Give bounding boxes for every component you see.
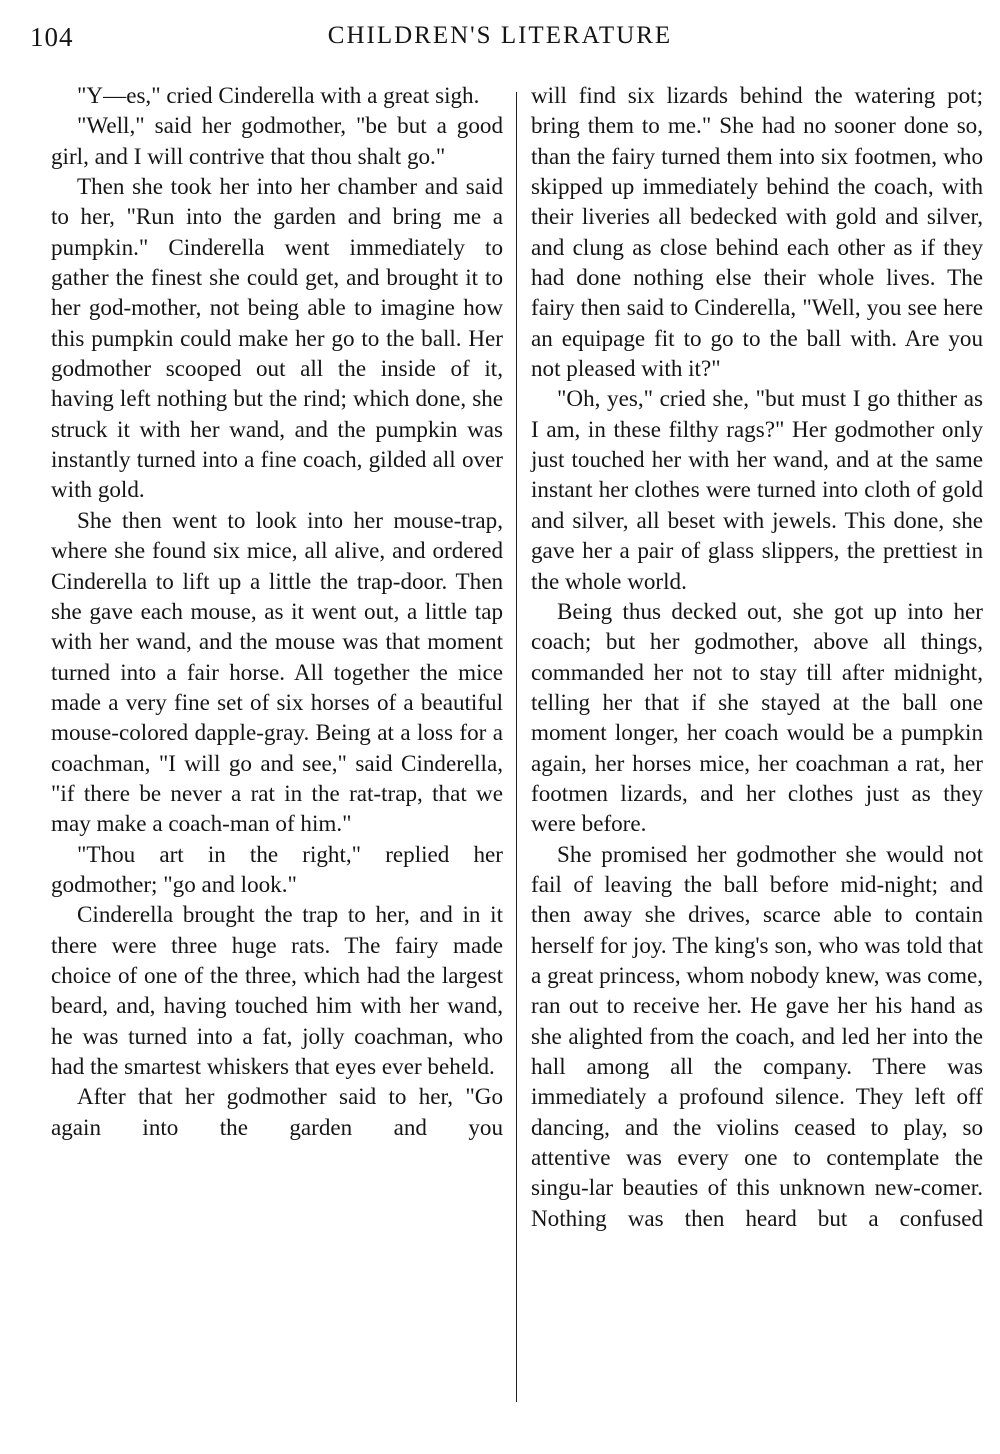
- paragraph: Being thus decked out, she got up into her coach; but her godmother, above all things, commanded her not to stay till after midnight, telling her that if she stayed at the ball one moment longer, her coach would be a pumpkin again, her horses mice, her coachman a rat, her footmen lizards, and her clothes just as they were before.: [531, 597, 983, 837]
- paragraph: Cinderella brought the trap to her, and in it there were three huge rats. The fairy made choice of one of the three, which had the largest beard, and, having touched him with her wand, he was turned into a fat, jolly coachman, who had the smartest whiskers that eyes ever beheld.: [51, 901, 503, 1079]
- paragraph: "Oh, yes," cried she, "but must I go thither as I am, in these filthy rags?" Her godmother only just touched her with her wand, and at the same instant her clothes were turned into cloth of gold and silver, all beset with jewels. This done, she gave her a pair of glass slippers, the prettiest in the whole world.: [531, 385, 983, 594]
- page-number: 104: [30, 22, 74, 52]
- left-column: [51, 80, 503, 1142]
- paragraph: "Thou art in the right," replied her godmother; "go and look.": [51, 840, 503, 897]
- paragraph: After that her godmother said to her, "Go again into the garden and you: [51, 1083, 503, 1140]
- paragraph: She then went to look into her mouse-trap, where she found six mice, all alive, and ordered Cinderella to lift up a little the trap-door. Then she gave each mouse, as it went out, a little tap with her wand, and the mouse was that moment turned into a fair horse. All together the mice made a very fine set of six horses of a beautiful mouse-colored dapple-gray. Being at a loss for a coachman, "I will go and see," said Cinderella, "if there be never a rat in the rat-trap, that we may make a coach-man of him.": [51, 506, 503, 837]
- running-head: CHILDREN'S LITERATURE: [327, 22, 673, 49]
- page-header: [30, 22, 990, 58]
- paragraph: will find six lizards behind the watering pot; bring them to me." She had no sooner done so, than the fairy turned them into six footmen, who skipped up immediately behind the coach, with their liveries all bedecked with gold and silver, and clung as close behind each other as if they had done nothing else their whole lives. The fairy then said to Cinderella, "Well, you see here an equipage fit to go to the ball with. Are you not pleased with it?": [531, 82, 983, 382]
- paragraph: "Well," said her godmother, "be but a good girl, and I will contrive that thou shalt go.": [51, 112, 503, 169]
- right-column: [531, 80, 983, 1233]
- paragraph: She promised her godmother she would not fail of leaving the ball before mid-night; and then away she drives, scarce able to contain herself for joy. The king's son, who was told that a great princess, whom nobody knew, was come, ran out to receive her. He gave her his hand as she alighted from the coach, and led her into the hall among all the company. There was immediately a profound silence. They left off dancing, and the violins ceased to play, so attentive was every one to contemplate the singu-lar beauties of this unknown new-comer. Nothing was then heard but a confused: [531, 840, 983, 1231]
- paragraph: Then she took her into her chamber and said to her, "Run into the garden and bring me a pumpkin." Cinderella went immediately to gather the finest she could get, and brought it to her god-mother, not being able to imagine how this pumpkin could make her go to the ball. Her godmother scooped out all the inside of it, having left nothing but the rind; which done, she struck it with her wand, and the pumpkin was instantly turned into a fine coach, gilded all over with gold.: [51, 173, 503, 503]
- paragraph: "Y—es," cried Cinderella with a great sigh.: [77, 82, 480, 108]
- column-divider: [516, 92, 517, 1402]
